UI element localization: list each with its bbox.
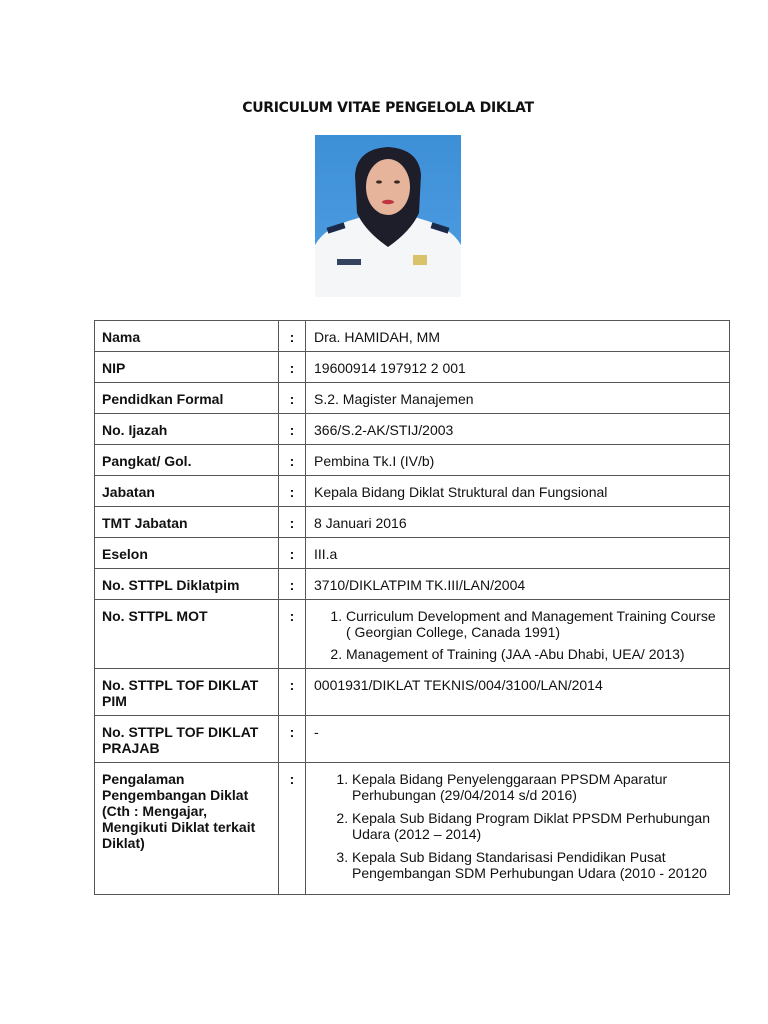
table-row <box>95 352 730 383</box>
row-label: NIP <box>95 352 279 383</box>
table-row <box>95 538 730 569</box>
list-item: 1. Curriculum Development and Management Training Course ( Georgian College, Canada 1991) <box>346 608 723 640</box>
row-colon: : <box>279 507 306 538</box>
row-colon: : <box>279 600 306 669</box>
row-value: - <box>306 716 730 763</box>
row-label: TMT Jabatan <box>95 507 279 538</box>
document-title: CURICULUM VITAE PENGELOLA DIKLAT <box>242 100 534 116</box>
table-row <box>95 445 730 476</box>
row-value: 8 Januari 2016 <box>306 507 730 538</box>
cv-table <box>94 320 730 895</box>
table-row-mot <box>95 600 730 669</box>
row-label: Pangkat/ Gol. <box>95 445 279 476</box>
table-row <box>95 507 730 538</box>
table-row <box>95 414 730 445</box>
table-row <box>95 321 730 352</box>
row-value: 19600914 197912 2 001 <box>306 352 730 383</box>
row-colon: : <box>279 383 306 414</box>
row-value: 366/S.2-AK/STIJ/2003 <box>306 414 730 445</box>
row-value: 3710/DIKLATPIM TK.III/LAN/2004 <box>306 569 730 600</box>
row-value: Dra. HAMIDAH, MM <box>306 321 730 352</box>
row-colon: : <box>279 414 306 445</box>
pengalaman-list <box>314 771 723 881</box>
row-colon: : <box>279 669 306 716</box>
row-value: III.a <box>306 538 730 569</box>
table-row <box>95 476 730 507</box>
table-row-tof-prajab <box>95 716 730 763</box>
row-label: Pengalaman Pengembangan Diklat (Cth : Mengajar, Mengikuti Diklat terkait Diklat) <box>95 763 279 895</box>
profile-photo <box>315 135 461 297</box>
table-row <box>95 569 730 600</box>
row-colon: : <box>279 763 306 895</box>
list-item: 2. Management of Training (JAA -Abu Dhabi, UEA/ 2013) <box>346 646 723 662</box>
row-value <box>306 600 730 669</box>
row-label: No. STTPL TOF DIKLAT PIM <box>95 669 279 716</box>
mot-list <box>314 608 723 662</box>
row-label: No. STTPL TOF DIKLAT PRAJAB <box>95 716 279 763</box>
list-item: 1. Kepala Bidang Penyelenggaraan PPSDM Aparatur Perhubungan (29/04/2014 s/d 2016) <box>352 771 723 803</box>
row-label: Nama <box>95 321 279 352</box>
list-item: 3. Kepala Sub Bidang Standarisasi Pendidikan Pusat Pengembangan SDM Perhubungan Udara (2010 - 20120 <box>352 849 723 881</box>
row-value <box>306 763 730 895</box>
row-colon: : <box>279 569 306 600</box>
row-colon: : <box>279 445 306 476</box>
row-colon: : <box>279 321 306 352</box>
row-value: S.2. Magister Manajemen <box>306 383 730 414</box>
table-row-pengalaman <box>95 763 730 895</box>
row-colon: : <box>279 352 306 383</box>
row-label: No. Ijazah <box>95 414 279 445</box>
row-label: No. STTPL Diklatpim <box>95 569 279 600</box>
row-value: Kepala Bidang Diklat Struktural dan Fungsional <box>306 476 730 507</box>
row-label: Pendidkan Formal <box>95 383 279 414</box>
table-row <box>95 383 730 414</box>
table-row-tof-pim <box>95 669 730 716</box>
row-value: 0001931/DIKLAT TEKNIS/004/3100/LAN/2014 <box>306 669 730 716</box>
row-value: Pembina Tk.I (IV/b) <box>306 445 730 476</box>
row-label: Jabatan <box>95 476 279 507</box>
row-colon: : <box>279 538 306 569</box>
row-label: Eselon <box>95 538 279 569</box>
list-item: 2. Kepala Sub Bidang Program Diklat PPSDM Perhubungan Udara (2012 – 2014) <box>352 810 723 842</box>
row-label: No. STTPL MOT <box>95 600 279 669</box>
row-colon: : <box>279 476 306 507</box>
row-colon: : <box>279 716 306 763</box>
